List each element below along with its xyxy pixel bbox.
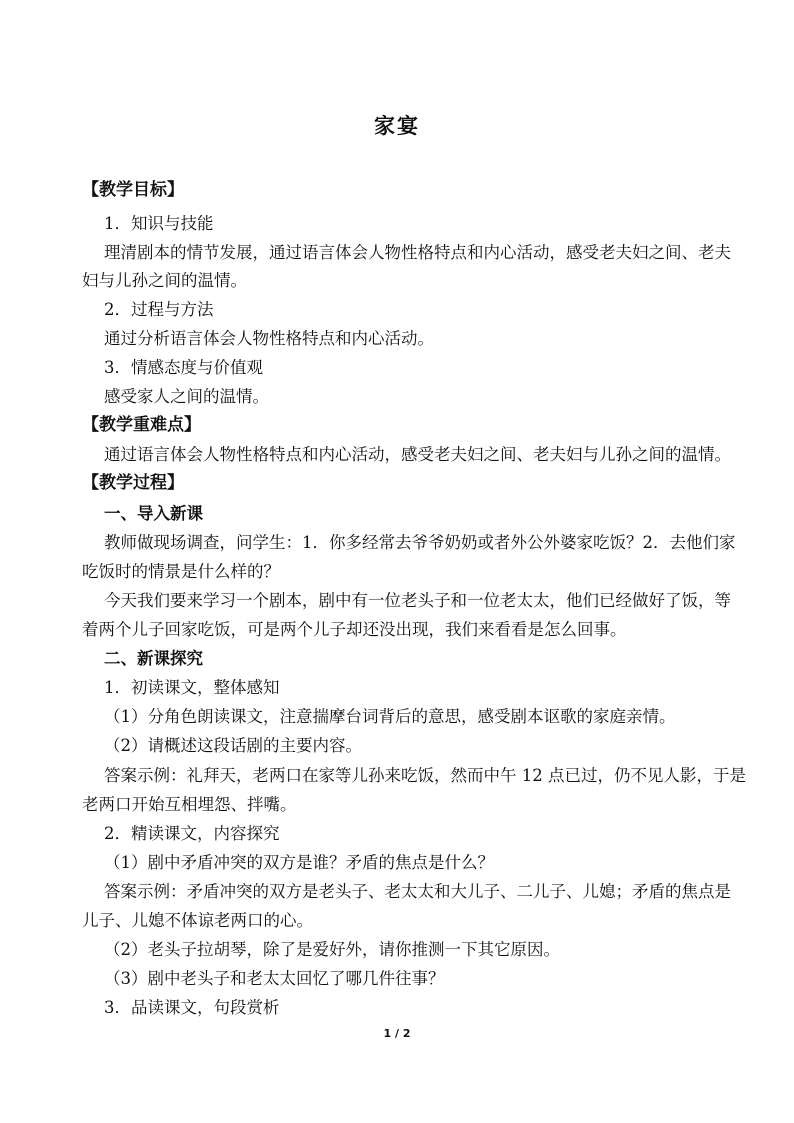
goal-3-title: 3．情感态度与价值观 bbox=[104, 358, 263, 377]
goal-1-title: 1．知识与技能 bbox=[104, 214, 214, 233]
step-3-title: 3．品读课文，句段赏析 bbox=[104, 998, 280, 1017]
section-1-paragraph-2-line1: 今天我们要来学习一个剧本，剧中有一位老头子和一位老太太，他们已经做好了饭，等 bbox=[104, 591, 731, 610]
section-1-paragraph-1-line2: 吃饭时的情景是什么样的？ bbox=[82, 562, 280, 581]
goal-2-text: 通过分析语言体会人物性格特点和内心活动。 bbox=[104, 329, 434, 348]
goal-1-text-line1: 理清剧本的情节发展，通过语言体会人物性格特点和内心活动，感受老夫妇之间、老夫 bbox=[104, 243, 731, 262]
goal-1-text-line2: 妇与儿孙之间的温情。 bbox=[82, 271, 247, 290]
step-2-answer-line2: 儿子、儿媳不体谅老两口的心。 bbox=[82, 911, 313, 930]
process-section-2-title: 二、新课探究 bbox=[104, 649, 203, 668]
key-points-text: 通过语言体会人物性格特点和内心活动，感受老夫妇之间、老夫妇与儿孙之间的温情。 bbox=[104, 445, 731, 464]
step-1-answer-line1: 答案示例：礼拜天，老两口在家等儿孙来吃饭，然而中午 12 点已过，仍不见人影，于是 bbox=[104, 766, 746, 785]
section-1-paragraph-2-line2: 着两个儿子回家吃饭，可是两个儿子却还没出现，我们来看看是怎么回事。 bbox=[82, 620, 627, 639]
step-1-question-1: （1）分角色朗读课文，注意揣摩台词背后的意思，感受剧本讴歌的家庭亲情。 bbox=[104, 707, 676, 726]
section-heading-process: 【教学过程】 bbox=[82, 473, 184, 493]
step-1-question-2: （2）请概述这段话剧的主要内容。 bbox=[104, 736, 362, 755]
page-title: 家宴 bbox=[374, 113, 420, 138]
step-2-title: 2．精读课文，内容探究 bbox=[104, 824, 280, 843]
goal-2-title: 2．过程与方法 bbox=[104, 300, 214, 319]
process-section-1-title: 一、导入新课 bbox=[104, 504, 203, 523]
section-heading-key-points: 【教学重难点】 bbox=[82, 415, 201, 435]
goal-3-text: 感受家人之间的温情。 bbox=[104, 387, 269, 406]
step-2-question-1: （1）剧中矛盾冲突的双方是谁？矛盾的焦点是什么？ bbox=[104, 853, 494, 872]
step-1-answer-line2: 老两口开始互相埋怨、拌嘴。 bbox=[82, 795, 297, 814]
section-1-paragraph-1-line1: 教师做现场调查，问学生：1．你多经常去爷爷奶奶或者外公外婆家吃饭？2．去他们家 bbox=[104, 533, 736, 552]
step-2-answer-line1: 答案示例：矛盾冲突的双方是老头子、老太太和大儿子、二儿子、儿媳；矛盾的焦点是 bbox=[104, 882, 731, 901]
section-heading-goals: 【教学目标】 bbox=[82, 180, 184, 200]
step-2-question-2: （2）老头子拉胡琴，除了是爱好外，请你推测一下其它原因。 bbox=[104, 940, 560, 959]
step-1-title: 1．初读课文，整体感知 bbox=[104, 678, 280, 697]
step-2-question-3: （3）剧中老头子和老太太回忆了哪几件往事？ bbox=[104, 969, 445, 988]
page-number: 1 / 2 bbox=[383, 1027, 411, 1040]
